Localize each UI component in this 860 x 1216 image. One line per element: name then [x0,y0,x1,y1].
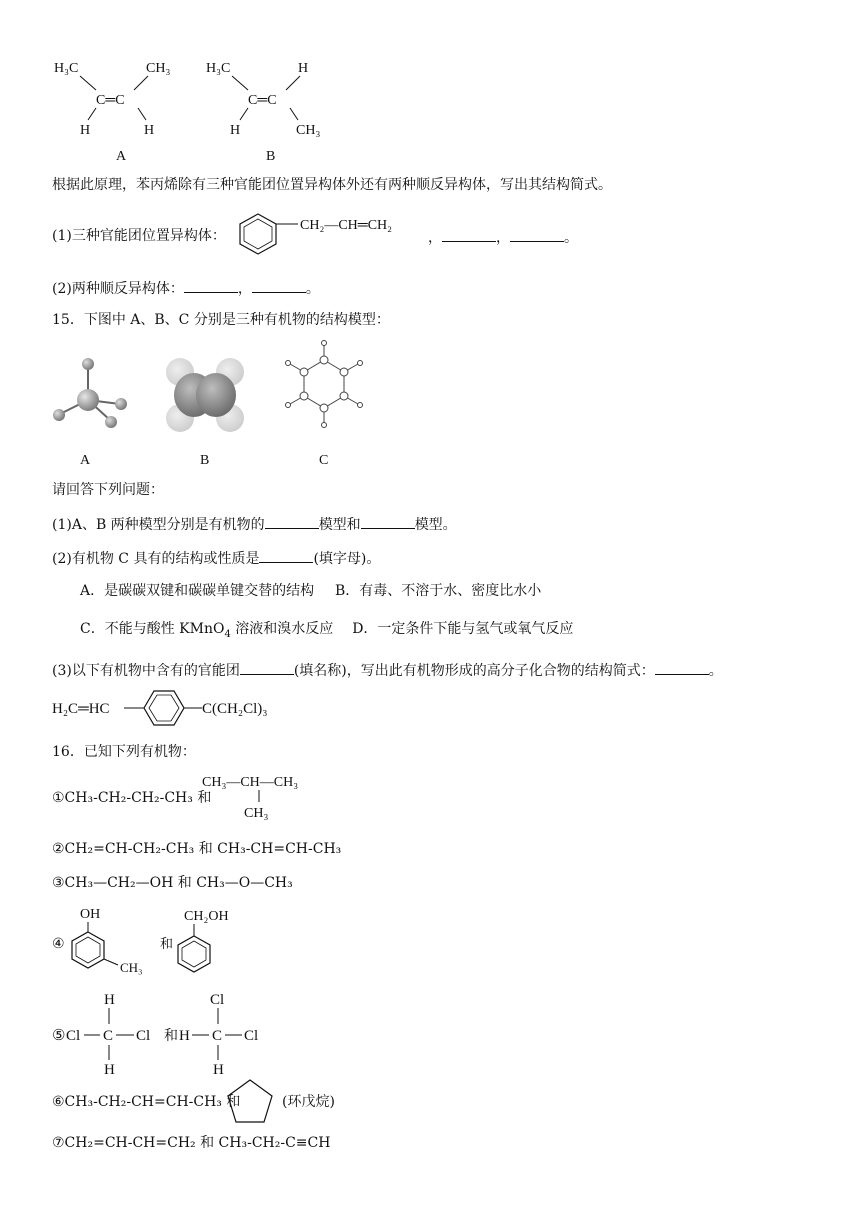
isomer-b-tl: H₃C [206,61,231,76]
isomer-a [54,61,170,164]
blank-5[interactable] [265,514,319,529]
isobutane-top: CH₃—CH—CH₃ [202,775,299,790]
cyclopentane-note: (环戊烷) [282,1094,335,1110]
cresol-oh: OH [80,907,101,922]
item-5-num: ⑤ [52,1028,66,1044]
dcm-right-c: C [212,1028,223,1044]
q14-p2-prefix: (2)两种顺反异构体： [52,281,184,297]
option-d: D．一定条件下能与氢气或氧气反应 [352,621,574,637]
blank-7[interactable] [259,548,313,563]
dcm-right-left: H [179,1028,190,1044]
q14-intro: 根据此原理，苯丙烯除有三种官能团位置异构体外还有两种顺反异构体，写出其结构简式。 [52,177,612,193]
allylbenzene-structure [238,208,448,258]
end: 。 [305,281,320,297]
blank-2[interactable] [510,227,564,242]
benzene-model-c [286,341,363,428]
isomer-a-cc: C═C [96,93,125,108]
benzyl-ch2oh: CH₂OH [184,909,229,924]
cyclopentane-structure [226,1078,278,1126]
isomer-b-label: B [266,149,276,164]
q15-stem: 15．下图中 A、B、C 分别是三种有机物的结构模型： [52,312,390,328]
blank-3[interactable] [184,278,238,293]
q15-ask: 请回答下列问题： [52,482,164,498]
q15-p3 [52,660,723,680]
q16-stem: 16．已知下列有机物： [52,744,196,760]
q16-item-4 [52,902,272,980]
q15-p2-b: (填字母)。 [313,551,381,567]
molecular-models [40,336,380,472]
q15-p1 [52,514,457,534]
q15-p1-a: (1)A、B 两种模型分别是有机物的 [52,517,265,533]
q15-p3-c: 。 [708,663,723,679]
isomer-b-bl: H [230,123,241,138]
struct-right: C(CH₂Cl)₃ [202,701,268,717]
model-label-b: B [200,453,210,468]
q15-p3-a: (3)以下有机物中含有的官能团 [52,663,240,679]
blank-8[interactable] [240,660,294,675]
isomer-a-tl: H₃C [54,61,79,76]
dcm-left-c: C [103,1028,114,1044]
q16-item-5 [52,988,292,1080]
sep: ， [428,230,442,246]
blank-6[interactable] [361,514,415,529]
q15-p2 [52,548,380,568]
item-5-and: 和 [164,1029,178,1044]
blank-4[interactable] [252,278,306,293]
vinyl-benzene-structure [52,686,292,732]
dcm-left-bottom: H [104,1062,115,1078]
q16-item-7: ⑦CH₂=CH-CH=CH₂ 和 CH₃-CH₂-C≡CH [52,1135,331,1151]
dcm-right-bottom: H [213,1062,224,1078]
q15-p3-b: (填名称)，写出此有机物形成的高分子化合物的结构简式： [293,663,655,679]
q16-item-1: ①CH₃-CH₂-CH₂-CH₃ 和 [52,790,212,806]
blank-1[interactable] [442,227,496,242]
dcm-right-right: Cl [244,1028,259,1044]
allyl-chain: CH₂—CH═CH₂ [300,218,393,233]
q16-item-6: ⑥CH₃-CH₂-CH=CH-CH₃ 和 [52,1094,241,1110]
q15-p2-a: (2)有机物 C 具有的结构或性质是 [52,551,260,567]
sep: ， [237,281,252,297]
model-label-c: C [319,453,329,468]
q15-p1-b: 模型和 [318,517,361,533]
option-c: C．不能与酸性 KMnO$_4$ 溶液和溴水反应 [80,621,334,640]
isomer-b-cc: C═C [248,93,277,108]
space-filling-model-b [166,358,244,432]
q15-options-cd [80,620,573,644]
struct-left: H₂C═HC [52,701,110,717]
item-4-num: ④ [52,937,65,952]
dcm-left-right: Cl [136,1028,151,1044]
model-label-a: A [80,453,91,468]
isomer-a-bl: H [80,123,91,138]
q16-item-2: ②CH₂=CH-CH₂-CH₃ 和 CH₃-CH=CH-CH₃ [52,841,342,857]
end: 。 [564,230,578,246]
dcm-right-top: Cl [210,992,225,1008]
cis-trans-figure [50,52,350,164]
q15-options-ab [80,582,541,600]
q14-p2 [52,278,320,298]
isomer-b-br: CH₃ [296,123,321,138]
item-4-and: 和 [160,936,174,951]
isomer-a-br: H [144,123,155,138]
isomer-b [206,61,320,164]
dcm-left-top: H [104,992,115,1008]
isobutane-structure [202,770,322,822]
dcm-left-left: Cl [66,1028,81,1044]
cresol-ch3: CH₃ [120,960,143,975]
isomer-b-tr: H [298,61,309,76]
isomer-a-label: A [116,149,127,164]
q14-p1-prefix: (1)三种官能团位置异构体： [52,228,226,244]
q15-p1-c: 模型。 [414,517,457,533]
option-b: B．有毒、不溶于水、密度比水小 [335,583,542,599]
blank-9[interactable] [655,660,709,675]
sep: ， [496,230,510,246]
isomer-a-tr: CH₃ [146,61,171,76]
q14-p1-answers [428,227,578,247]
isobutane-bottom: CH₃ [244,806,269,821]
ball-stick-model-a [53,358,127,428]
option-a: A．是碳碳双键和碳碳单键交替的结构 [80,583,315,599]
q16-item-3: ③CH₃—CH₂—OH 和 CH₃—O—CH₃ [52,875,293,891]
